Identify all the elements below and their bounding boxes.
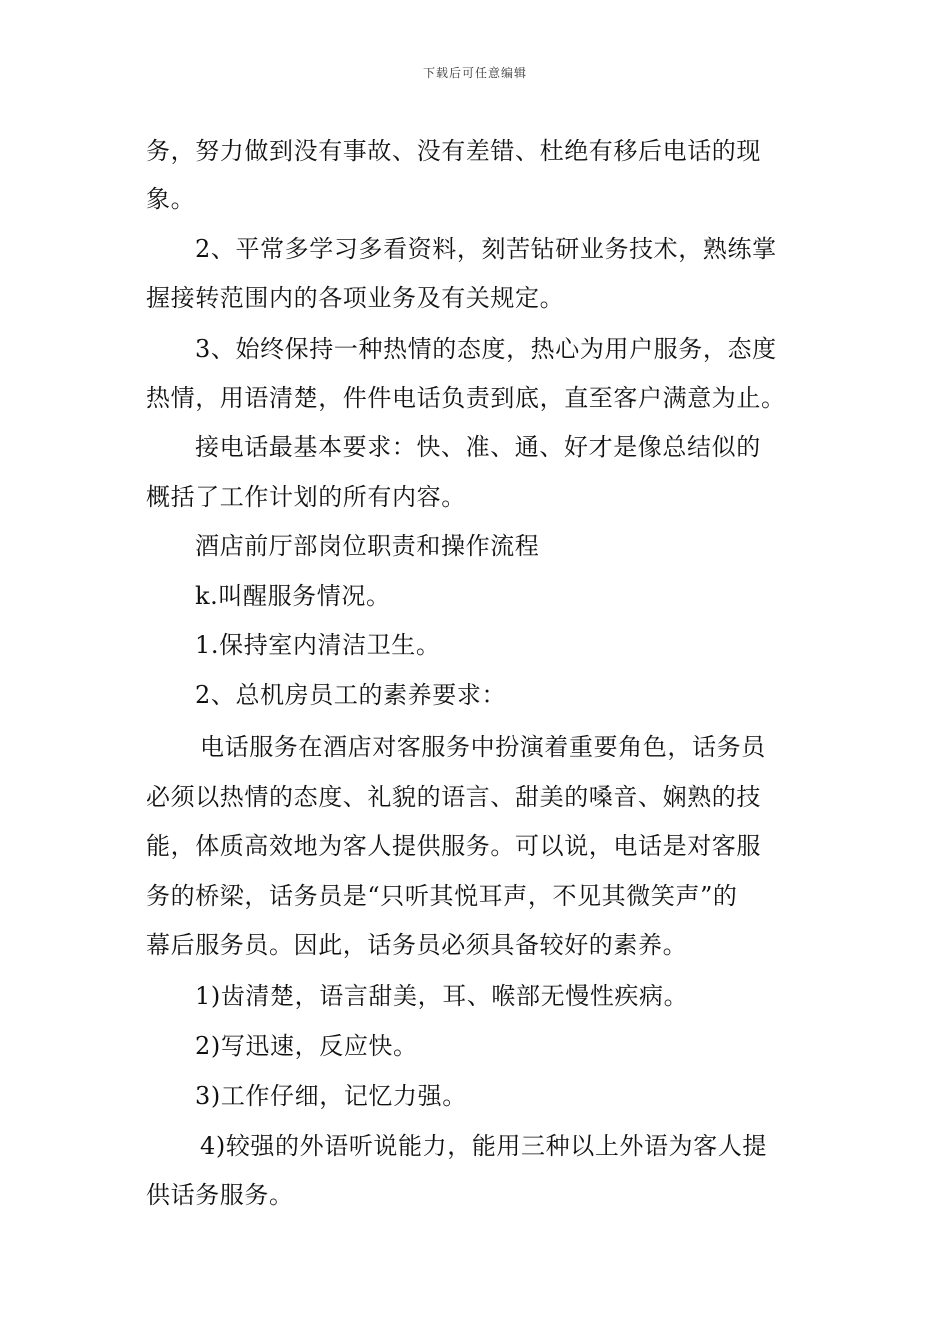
text-line: 能，体质高效地为客人提供服务。可以说，电话是对客服: [146, 832, 761, 860]
paragraph-line: 电话服务在酒店对客服务中扮演着重要角色，话务员: [200, 733, 766, 761]
text-line: 务，努力做到没有事故、没有差错、杜绝有移后电话的现: [146, 137, 761, 165]
list-item: 2)写迅速，反应快。: [195, 1032, 418, 1060]
list-item: 4)较强的外语听说能力，能用三种以上外语为客人提: [200, 1132, 768, 1160]
list-item: 1)齿清楚，语言甜美，耳、喉部无慢性疾病。: [195, 982, 689, 1010]
list-item: 1.保持室内清洁卫生。: [195, 631, 441, 659]
paragraph-line: 接电话最基本要求：快、准、通、好才是像总结似的: [195, 433, 761, 461]
list-item: 3)工作仔细，记忆力强。: [195, 1082, 467, 1110]
text-line: 热情，用语清楚，件件电话负责到底，直至客户满意为止。: [146, 384, 786, 412]
text-line: 必须以热情的态度、礼貌的语言、甜美的嗓音、娴熟的技: [146, 783, 761, 811]
text-line: 概括了工作计划的所有内容。: [146, 483, 466, 511]
text-line: 幕后服务员。因此，话务员必须具备较好的素养。: [146, 931, 688, 959]
paragraph-line: 3、始终保持一种热情的态度，热心为用户服务，态度: [195, 335, 777, 363]
page-header-note: 下载后可任意编辑: [422, 66, 527, 80]
list-item: 2、总机房员工的素养要求：: [195, 681, 507, 709]
text-line: 务的桥梁，话务员是“只听其悦耳声，不见其微笑声”的: [146, 882, 738, 910]
section-heading: 酒店前厅部岗位职责和操作流程: [195, 532, 540, 560]
text-line: 握接转范围内的各项业务及有关规定。: [146, 284, 565, 312]
list-item: k.叫醒服务情况。: [195, 582, 391, 610]
text-line: 供话务服务。: [146, 1181, 294, 1209]
text-line: 象。: [146, 185, 196, 213]
paragraph-line: 2、平常多学习多看资料，刻苦钻研业务技术，熟练掌: [195, 235, 777, 263]
